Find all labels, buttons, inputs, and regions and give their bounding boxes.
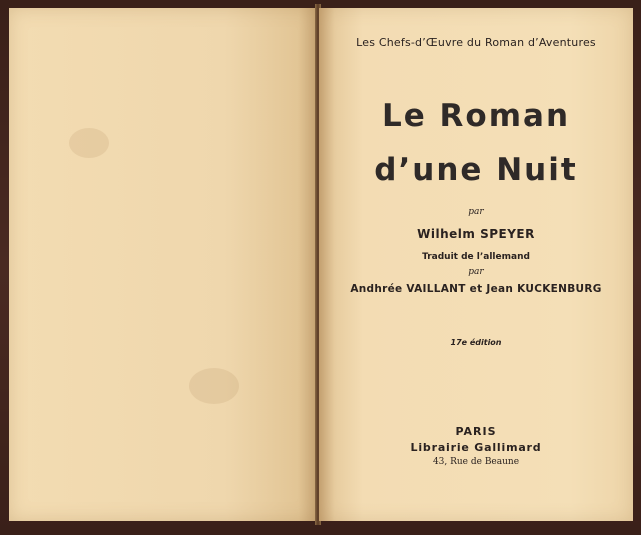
publisher-address: 43, Rue de Beaune bbox=[432, 457, 520, 467]
paper-stain bbox=[189, 368, 239, 404]
book-title-line-2: d’une Nuit bbox=[374, 152, 578, 188]
publisher-city: PARIS bbox=[455, 425, 497, 438]
title-page bbox=[319, 8, 633, 521]
book-title-line-1: Le Roman bbox=[381, 98, 571, 134]
publisher-name: Librairie Gallimard bbox=[410, 441, 542, 454]
edition-note: 17e édition bbox=[450, 338, 502, 347]
series-name: Les Chefs-d’Œuvre du Roman d’Aventures bbox=[356, 36, 596, 49]
translator-names: Andhrée VAILLANT et Jean KUCKENBURG bbox=[350, 283, 602, 295]
by-label: par bbox=[468, 207, 484, 217]
paper-stain bbox=[69, 128, 109, 158]
by-label-translators: par bbox=[468, 267, 484, 277]
translation-note: Traduit de l’allemand bbox=[422, 252, 530, 262]
author-name: Wilhelm SPEYER bbox=[417, 227, 535, 241]
left-page bbox=[9, 8, 317, 521]
